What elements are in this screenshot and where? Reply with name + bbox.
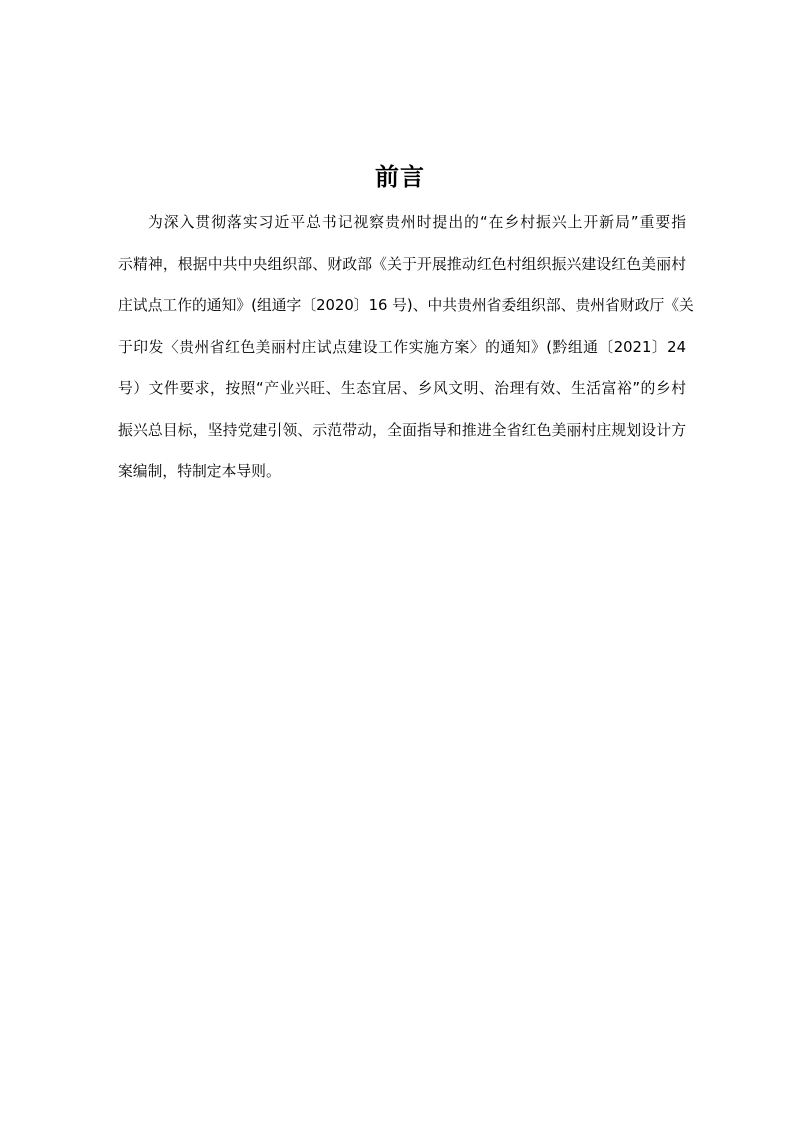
paragraph-line: 号）文件要求，按照“产业兴旺、生态宜居、乡风文明、治理有效、生活富裕”的乡村 xyxy=(118,380,686,397)
page-title: 前言 xyxy=(375,163,425,191)
paragraph-line: 案编制，特制定本导则。 xyxy=(118,463,281,480)
paragraph-line: 振兴总目标，坚持党建引领、示范带动，全面指导和推进全省红色美丽村庄规划设计方 xyxy=(118,421,686,439)
preface-paragraph xyxy=(118,210,694,501)
paragraph-line: 示精神，根据中共中央组织部、财政部《关于开展推动红色村组织振兴建设红色美丽村 xyxy=(118,255,686,273)
paragraph-line: 庄试点工作的通知》(组通字〔2020〕16 号)、中共贵州省委组织部、贵州省财政厅《关 xyxy=(118,297,694,314)
paragraph-line: 为深入贯彻落实习近平总书记视察贵州时提出的“在乡村振兴上开新局”重要指 xyxy=(148,214,686,231)
paragraph-line: 于印发〈贵州省红色美丽村庄试点建设工作实施方案〉的通知》(黔组通〔2021〕24 xyxy=(118,338,686,356)
